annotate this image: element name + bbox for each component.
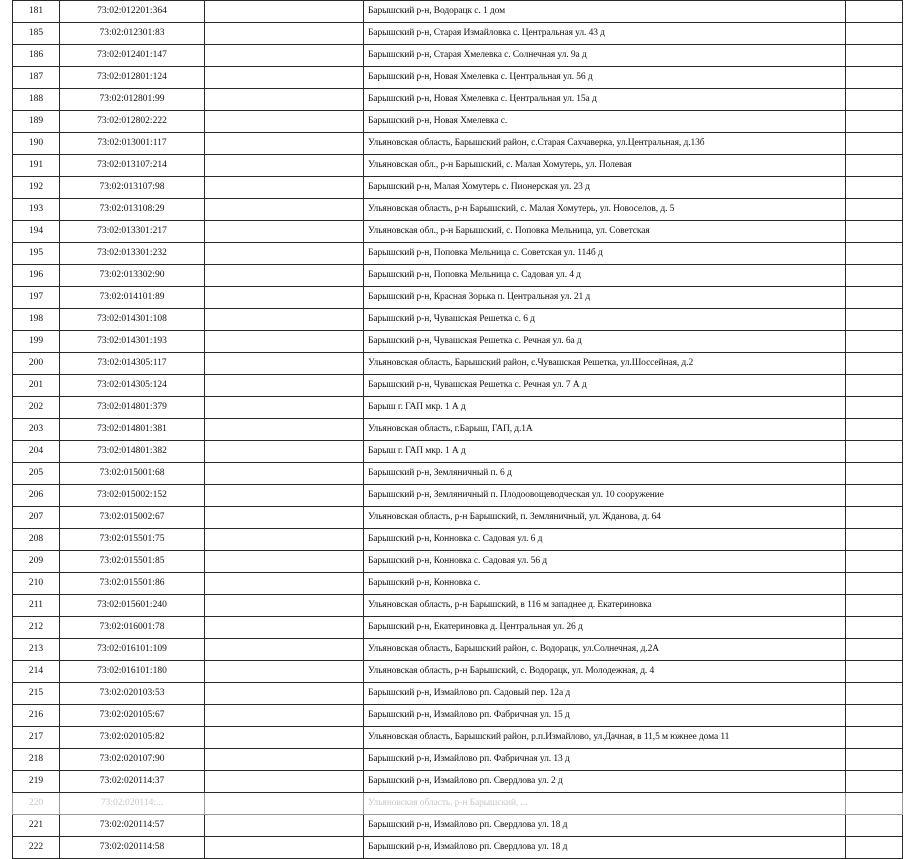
cadastral-number: 73:02:015501:85 — [60, 551, 205, 573]
row-number: 188 — [13, 89, 60, 111]
cadastral-number: 73:02:013107:98 — [60, 177, 205, 199]
row-number: 220 — [13, 793, 60, 815]
empty-cell — [205, 133, 364, 155]
address-cell: Барышский р-н, Водорацк с. 1 дом — [364, 1, 846, 23]
empty-cell — [846, 837, 903, 859]
empty-cell — [846, 199, 903, 221]
address-cell: Барыш г. ГАП мкр. 1 А д — [364, 397, 846, 419]
registry-rows — [13, 1, 903, 859]
empty-cell — [205, 265, 364, 287]
table-row — [13, 639, 903, 661]
empty-cell — [205, 67, 364, 89]
cadastral-number: 73:02:016001:78 — [60, 617, 205, 639]
row-number: 192 — [13, 177, 60, 199]
row-number: 207 — [13, 507, 60, 529]
empty-cell — [205, 23, 364, 45]
row-number: 217 — [13, 727, 60, 749]
address-cell: Ульяновская область, Барышский район, с.Чувашская Решетка, ул.Шоссейная, д.2 — [364, 353, 846, 375]
row-number: 189 — [13, 111, 60, 133]
row-number: 185 — [13, 23, 60, 45]
empty-cell — [205, 683, 364, 705]
table-row — [13, 771, 903, 793]
address-cell: Ульяновская область, Барышский район, р.п.Измайлово, ул.Дачная, в 11,5 м южнее дома 11 — [364, 727, 846, 749]
address-cell: Барышский р-н, Новая Хмелевка с. — [364, 111, 846, 133]
empty-cell — [846, 595, 903, 617]
cadastral-number: 73:02:020103:53 — [60, 683, 205, 705]
cadastral-number: 73:02:014801:381 — [60, 419, 205, 441]
table-row — [13, 1, 903, 23]
row-number: 211 — [13, 595, 60, 617]
empty-cell — [205, 815, 364, 837]
empty-cell — [205, 705, 364, 727]
table-row — [13, 749, 903, 771]
empty-cell — [846, 661, 903, 683]
empty-cell — [846, 23, 903, 45]
cadastral-number: 73:02:012201:364 — [60, 1, 205, 23]
cadastral-number: 73:02:020105:67 — [60, 705, 205, 727]
address-cell: Ульяновская область, р-н Барышский, ... — [364, 793, 846, 815]
empty-cell — [205, 419, 364, 441]
empty-cell — [205, 89, 364, 111]
cadastral-number: 73:02:014301:108 — [60, 309, 205, 331]
cadastral-number: 73:02:015601:240 — [60, 595, 205, 617]
empty-cell — [846, 287, 903, 309]
empty-cell — [205, 595, 364, 617]
table-row — [13, 155, 903, 177]
cadastral-number: 73:02:013301:232 — [60, 243, 205, 265]
table-row — [13, 375, 903, 397]
table-row — [13, 177, 903, 199]
cadastral-number: 73:02:020114:57 — [60, 815, 205, 837]
empty-cell — [205, 441, 364, 463]
row-number: 198 — [13, 309, 60, 331]
address-cell: Барышский р-н, Малая Хомутерь с. Пионерская ул. 23 д — [364, 177, 846, 199]
cadastral-number: 73:02:020114:37 — [60, 771, 205, 793]
empty-cell — [846, 617, 903, 639]
address-cell: Барышский р-н, Конновка с. — [364, 573, 846, 595]
registry-sheet — [12, 0, 903, 859]
address-cell: Барышский р-н, Измайлово рп. Свердлова ул. 2 д — [364, 771, 846, 793]
empty-cell — [205, 661, 364, 683]
row-number: 219 — [13, 771, 60, 793]
empty-cell — [846, 727, 903, 749]
cadastral-number: 73:02:014301:193 — [60, 331, 205, 353]
table-row — [13, 67, 903, 89]
empty-cell — [205, 243, 364, 265]
empty-cell — [846, 45, 903, 67]
row-number: 205 — [13, 463, 60, 485]
empty-cell — [846, 67, 903, 89]
address-cell: Барышский р-н, Чувашская Решетка с. 6 д — [364, 309, 846, 331]
row-number: 212 — [13, 617, 60, 639]
empty-cell — [205, 573, 364, 595]
address-cell: Барышский р-н, Поповка Мельница с. Советская ул. 114б д — [364, 243, 846, 265]
empty-cell — [205, 793, 364, 815]
empty-cell — [846, 485, 903, 507]
cadastral-number: 73:02:012802:222 — [60, 111, 205, 133]
table-row — [13, 353, 903, 375]
table-row — [13, 793, 903, 815]
empty-cell — [205, 551, 364, 573]
row-number: 221 — [13, 815, 60, 837]
empty-cell — [205, 45, 364, 67]
empty-cell — [205, 287, 364, 309]
address-cell: Ульяновская область, Барышский район, с.Старая Сахчаверка, ул.Центральная, д.13б — [364, 133, 846, 155]
address-cell: Барышский р-н, Екатериновка д. Центральная ул. 26 д — [364, 617, 846, 639]
table-row — [13, 595, 903, 617]
empty-cell — [846, 89, 903, 111]
empty-cell — [846, 177, 903, 199]
cadastral-number: 73:02:016101:180 — [60, 661, 205, 683]
cadastral-number: 73:02:015002:152 — [60, 485, 205, 507]
address-cell: Барышский р-н, Старая Измайловка с. Центральная ул. 43 д — [364, 23, 846, 45]
empty-cell — [846, 133, 903, 155]
row-number: 197 — [13, 287, 60, 309]
empty-cell — [205, 309, 364, 331]
empty-cell — [846, 353, 903, 375]
table-row — [13, 727, 903, 749]
empty-cell — [846, 309, 903, 331]
empty-cell — [205, 111, 364, 133]
empty-cell — [846, 221, 903, 243]
empty-cell — [205, 463, 364, 485]
row-number: 210 — [13, 573, 60, 595]
row-number: 187 — [13, 67, 60, 89]
address-cell: Барышский р-н, Конновка с. Садовая ул. 6 д — [364, 529, 846, 551]
empty-cell — [205, 221, 364, 243]
cadastral-number: 73:02:013001:117 — [60, 133, 205, 155]
empty-cell — [846, 243, 903, 265]
table-row — [13, 683, 903, 705]
table-row — [13, 45, 903, 67]
table-row — [13, 419, 903, 441]
empty-cell — [846, 375, 903, 397]
row-number: 193 — [13, 199, 60, 221]
cadastral-number: 73:02:013301:217 — [60, 221, 205, 243]
empty-cell — [205, 177, 364, 199]
empty-cell — [205, 617, 364, 639]
table-row — [13, 815, 903, 837]
empty-cell — [205, 771, 364, 793]
row-number: 201 — [13, 375, 60, 397]
address-cell: Ульяновская область, р-н Барышский, п. Земляничный, ул. Жданова, д. 64 — [364, 507, 846, 529]
table-row — [13, 529, 903, 551]
empty-cell — [205, 727, 364, 749]
row-number: 194 — [13, 221, 60, 243]
empty-cell — [846, 265, 903, 287]
address-cell: Барышский р-н, Новая Хмелевка с. Центральная ул. 15а д — [364, 89, 846, 111]
empty-cell — [205, 331, 364, 353]
address-cell: Барышский р-н, Земляничный п. Плодоовощеводческая ул. 10 сооружение — [364, 485, 846, 507]
table-row — [13, 705, 903, 727]
address-cell: Ульяновская область, Барышский район, с. Водорацк, ул.Солнечная, д.2А — [364, 639, 846, 661]
address-cell: Ульяновская область, р-н Барышский, с. Малая Хомутерь, ул. Новоселов, д. 5 — [364, 199, 846, 221]
address-cell: Ульяновская обл., р-н Барышский, с. Малая Хомутерь, ул. Полевая — [364, 155, 846, 177]
table-row — [13, 199, 903, 221]
address-cell: Барышский р-н, Красная Зорька п. Центральная ул. 21 д — [364, 287, 846, 309]
cadastral-number: 73:02:015002:67 — [60, 507, 205, 529]
cadastral-number: 73:02:013302:90 — [60, 265, 205, 287]
cadastral-number: 73:02:014801:379 — [60, 397, 205, 419]
cadastral-number: 73:02:015001:68 — [60, 463, 205, 485]
row-number: 181 — [13, 1, 60, 23]
empty-cell — [205, 507, 364, 529]
address-cell: Барышский р-н, Измайлово рп. Свердлова ул. 18 д — [364, 815, 846, 837]
address-cell: Барышский р-н, Измайлово рп. Фабричная ул. 13 д — [364, 749, 846, 771]
cadastral-number: 73:02:020105:82 — [60, 727, 205, 749]
empty-cell — [846, 573, 903, 595]
empty-cell — [205, 397, 364, 419]
empty-cell — [846, 1, 903, 23]
empty-cell — [205, 639, 364, 661]
address-cell: Барышский р-н, Чувашская Решетка с. Речная ул. 6а д — [364, 331, 846, 353]
row-number: 195 — [13, 243, 60, 265]
cadastral-number: 73:02:016101:109 — [60, 639, 205, 661]
table-row — [13, 551, 903, 573]
cadastral-number: 73:02:020114:58 — [60, 837, 205, 859]
address-cell: Ульяновская область, г.Барыш, ГАП, д.1А — [364, 419, 846, 441]
cadastral-number: 73:02:012801:99 — [60, 89, 205, 111]
table-row — [13, 133, 903, 155]
empty-cell — [846, 419, 903, 441]
address-cell: Барышский р-н, Конновка с. Садовая ул. 56 д — [364, 551, 846, 573]
address-cell: Барышский р-н, Земляничный п. 6 д — [364, 463, 846, 485]
row-number: 199 — [13, 331, 60, 353]
table-row — [13, 397, 903, 419]
empty-cell — [846, 155, 903, 177]
cadastral-number: 73:02:020107:90 — [60, 749, 205, 771]
cadastral-number: 73:02:014305:117 — [60, 353, 205, 375]
row-number: 204 — [13, 441, 60, 463]
empty-cell — [846, 331, 903, 353]
table-row — [13, 243, 903, 265]
cadastral-number: 73:02:014101:89 — [60, 287, 205, 309]
table-row — [13, 89, 903, 111]
row-number: 215 — [13, 683, 60, 705]
row-number: 216 — [13, 705, 60, 727]
row-number: 200 — [13, 353, 60, 375]
row-number: 214 — [13, 661, 60, 683]
empty-cell — [846, 463, 903, 485]
row-number: 222 — [13, 837, 60, 859]
empty-cell — [205, 1, 364, 23]
table-row — [13, 441, 903, 463]
address-cell: Ульяновская область, р-н Барышский, с. Водорацк, ул. Молодежная, д. 4 — [364, 661, 846, 683]
cadastral-number: 73:02:012301:83 — [60, 23, 205, 45]
row-number: 190 — [13, 133, 60, 155]
cadastral-number: 73:02:015501:86 — [60, 573, 205, 595]
row-number: 209 — [13, 551, 60, 573]
cadastral-number: 73:02:015501:75 — [60, 529, 205, 551]
row-number: 203 — [13, 419, 60, 441]
table-row — [13, 221, 903, 243]
empty-cell — [205, 155, 364, 177]
empty-cell — [205, 749, 364, 771]
address-cell: Барышский р-н, Старая Хмелевка с. Солнечная ул. 9а д — [364, 45, 846, 67]
table-row — [13, 463, 903, 485]
empty-cell — [846, 551, 903, 573]
cadastral-number: 73:02:012801:124 — [60, 67, 205, 89]
table-row — [13, 573, 903, 595]
address-cell: Барыш г. ГАП мкр. 1 А д — [364, 441, 846, 463]
address-cell: Ульяновская область, р-н Барышский, в 116 м западнее д. Екатериновка — [364, 595, 846, 617]
table-row — [13, 309, 903, 331]
empty-cell — [846, 529, 903, 551]
row-number: 206 — [13, 485, 60, 507]
table-row — [13, 111, 903, 133]
empty-cell — [846, 683, 903, 705]
row-number: 196 — [13, 265, 60, 287]
empty-cell — [846, 771, 903, 793]
table-row — [13, 287, 903, 309]
cadastral-number: 73:02:013107:214 — [60, 155, 205, 177]
address-cell: Ульяновская обл., р-н Барышский, с. Поповка Мельница, ул. Советская — [364, 221, 846, 243]
table-row — [13, 265, 903, 287]
address-cell: Барышский р-н, Измайлово рп. Фабричная ул. 15 д — [364, 705, 846, 727]
empty-cell — [205, 529, 364, 551]
table-row — [13, 661, 903, 683]
table-row — [13, 617, 903, 639]
row-number: 213 — [13, 639, 60, 661]
table-row — [13, 23, 903, 45]
row-number: 218 — [13, 749, 60, 771]
address-cell: Барышский р-н, Чувашская Решетка с. Речная ул. 7 А д — [364, 375, 846, 397]
cadastral-number: 73:02:013108:29 — [60, 199, 205, 221]
cadastral-number: 73:02:012401:147 — [60, 45, 205, 67]
empty-cell — [205, 199, 364, 221]
address-cell: Барышский р-н, Новая Хмелевка с. Центральная ул. 56 д — [364, 67, 846, 89]
empty-cell — [205, 375, 364, 397]
empty-cell — [846, 441, 903, 463]
cadastral-number: 73:02:014801:382 — [60, 441, 205, 463]
empty-cell — [846, 639, 903, 661]
empty-cell — [846, 815, 903, 837]
address-cell: Барышский р-н, Измайлово рп. Свердлова ул. 18 д — [364, 837, 846, 859]
row-number: 186 — [13, 45, 60, 67]
address-cell: Барышский р-н, Измайлово рп. Садовый пер. 12а д — [364, 683, 846, 705]
table-row — [13, 485, 903, 507]
empty-cell — [846, 397, 903, 419]
table-row — [13, 331, 903, 353]
row-number: 208 — [13, 529, 60, 551]
empty-cell — [205, 837, 364, 859]
table-row — [13, 837, 903, 859]
empty-cell — [205, 485, 364, 507]
empty-cell — [846, 111, 903, 133]
registry-table — [12, 0, 903, 859]
address-cell: Барышский р-н, Поповка Мельница с. Садовая ул. 4 д — [364, 265, 846, 287]
empty-cell — [846, 705, 903, 727]
row-number: 191 — [13, 155, 60, 177]
empty-cell — [205, 353, 364, 375]
row-number: 202 — [13, 397, 60, 419]
cadastral-number: 73:02:014305:124 — [60, 375, 205, 397]
cadastral-number: 73:02:020114:... — [60, 793, 205, 815]
empty-cell — [846, 749, 903, 771]
empty-cell — [846, 507, 903, 529]
table-row — [13, 507, 903, 529]
empty-cell — [846, 793, 903, 815]
